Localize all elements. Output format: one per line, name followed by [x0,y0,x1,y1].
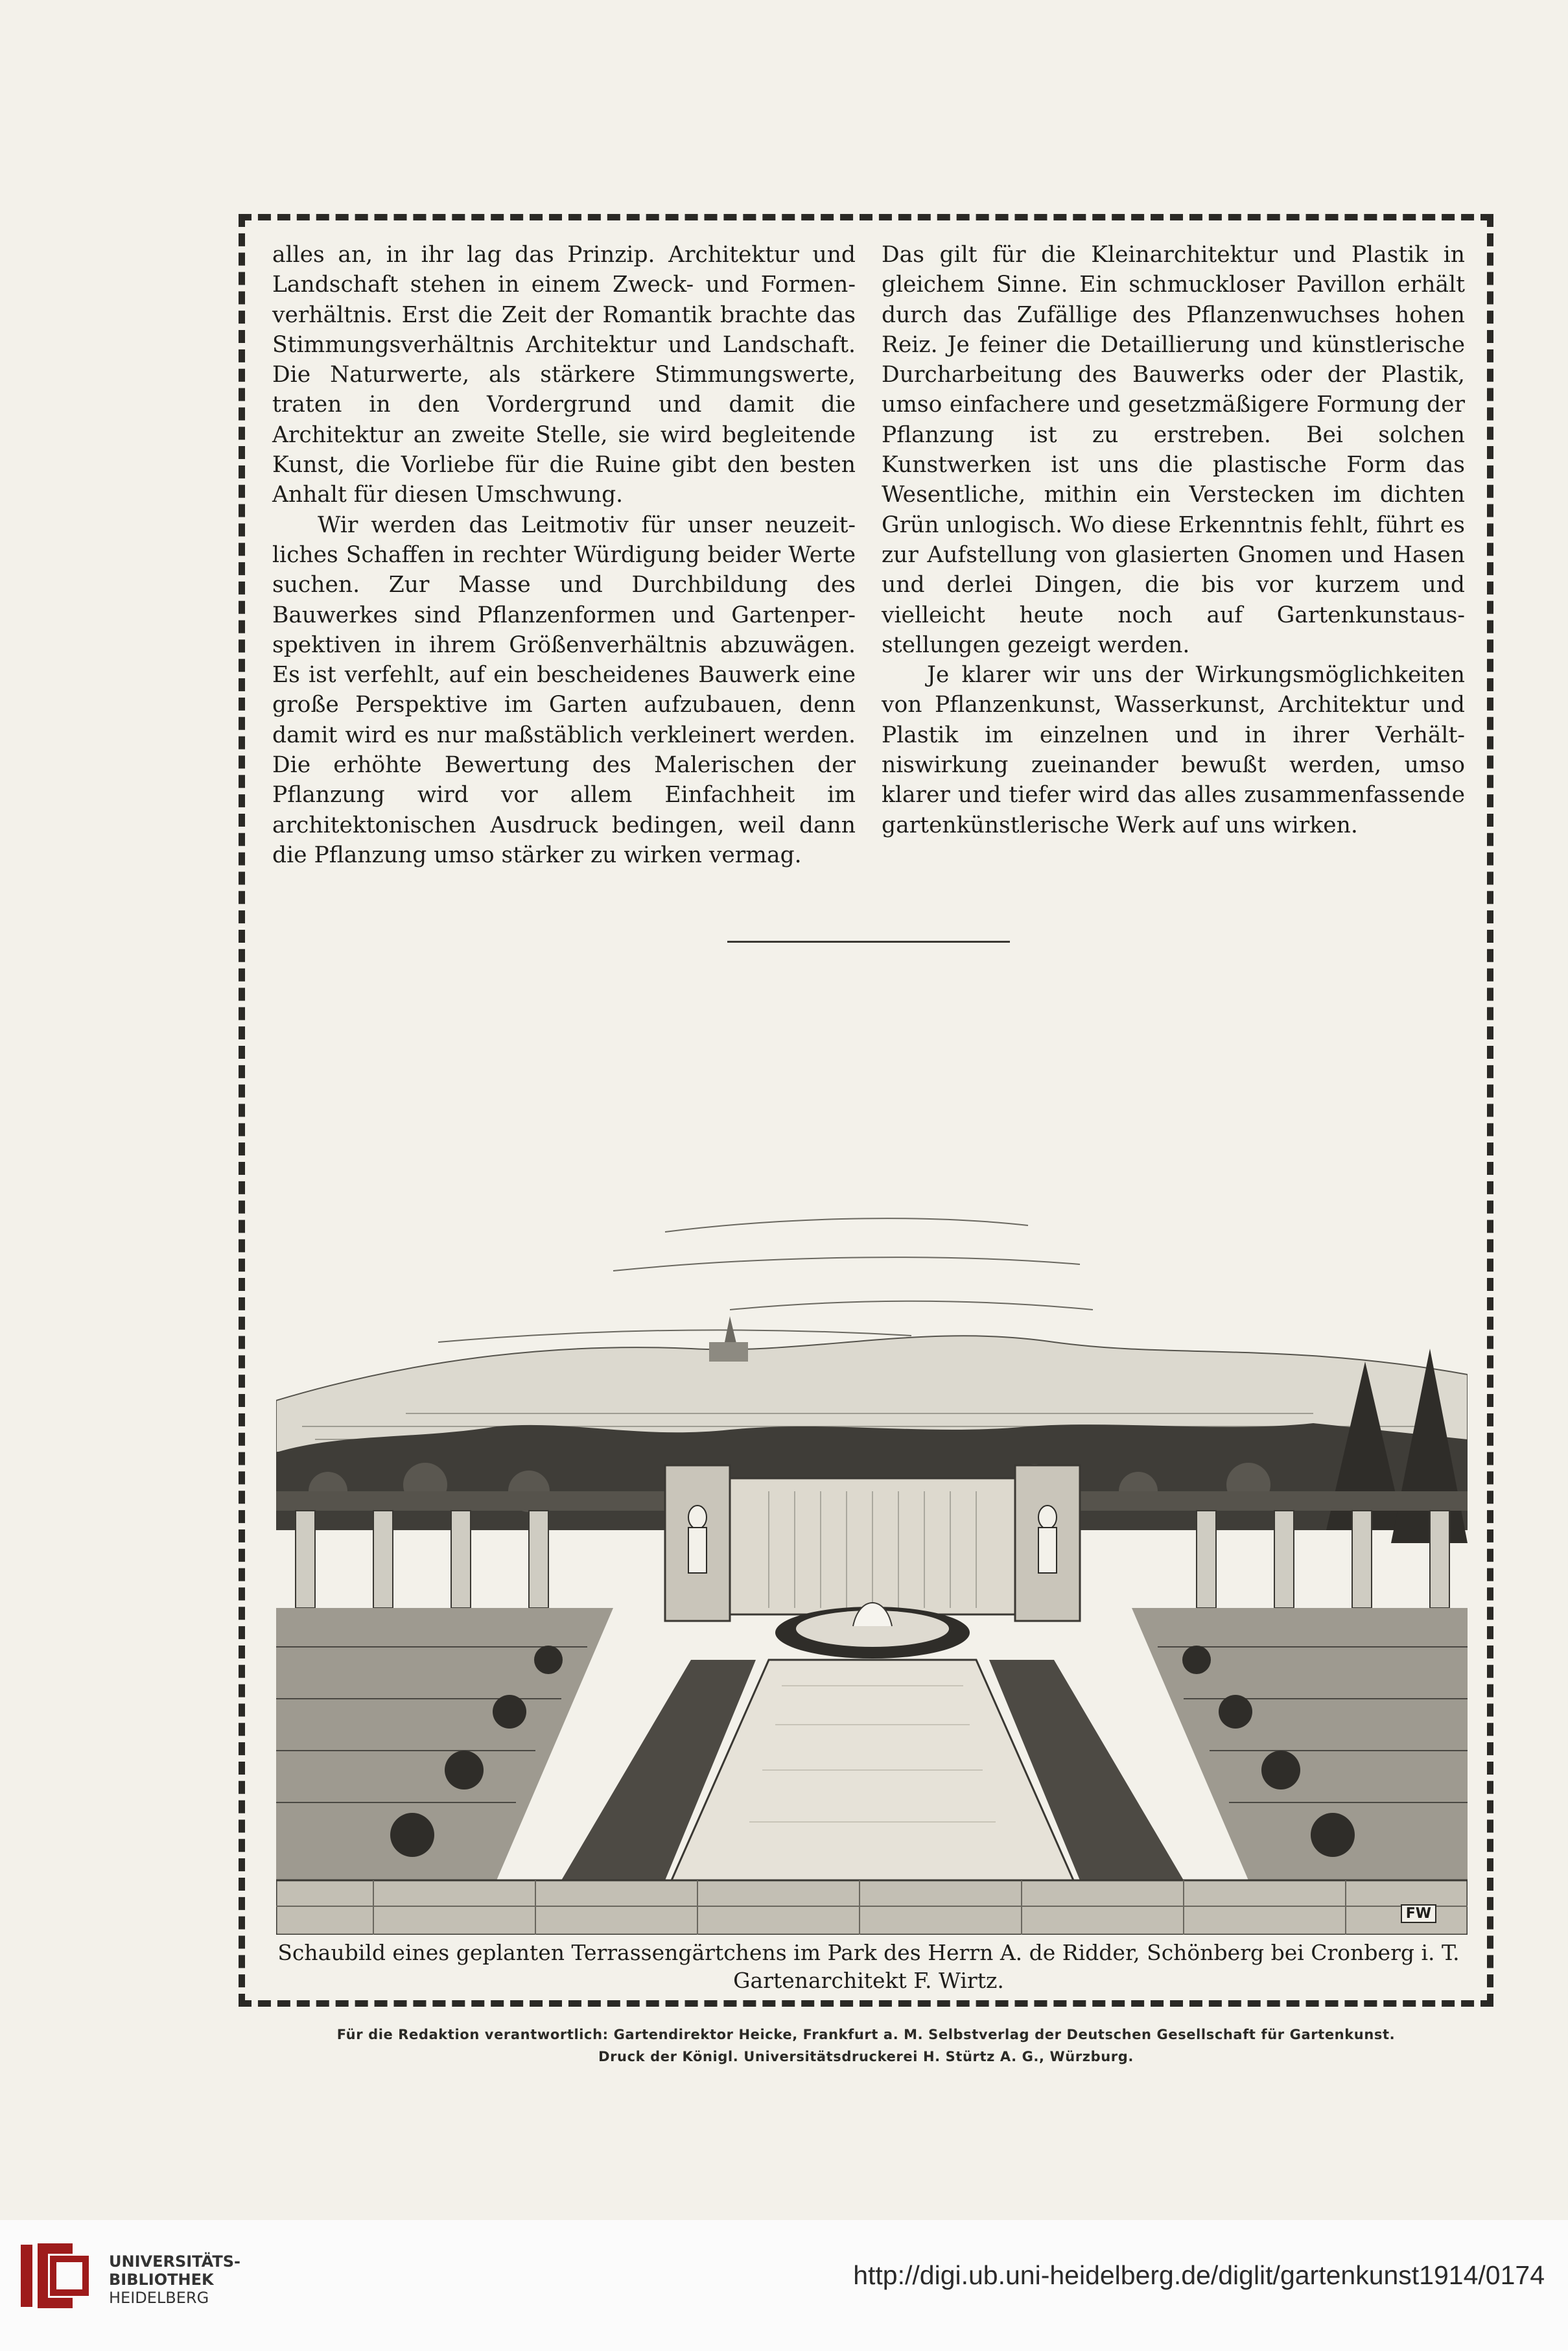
article-body [272,240,1465,868]
section-divider [727,941,1010,943]
library-name [109,2252,240,2307]
library-name-line1: UNIVERSITÄTS- [109,2252,241,2271]
paragraph: Wir werden das Leitmotiv für unser neuzeitliches Schaffen in rechter Würdigung beider Werte suchen. Zur Masse und Durchbildung des Bauwerkes sind Pflanzenformen und Gartenperspektiven in ihrem Größenverhältnis abzuwägen. Es ist verfehlt, auf ein bescheidenes Bauwerk eine große Perspektive im Garten aufzubauen, denn damit wird es nur maßstäblich verkleinert werden. Die erhöhte Bewertung des Malerischen der Pflanzung wird vor allem Einfachheit im architektonischen Ausdruck bedingen, weil dann die Pflanzung umso stärker zu wirken vermag. [272,512,856,868]
left-column [272,240,856,868]
caption-architect: Gartenarchitekt F. Wirtz. [733,1968,1004,1993]
library-logo-icon [18,2237,96,2315]
library-name-line3: HEIDELBERG [109,2289,209,2307]
imprint-editor: Für die Redaktion verantwortlich: Gartendirektor Heicke, Frankfurt a. M. Selbstverlag der Deutschen Gesellschaft für Gartenkunst. [336,2027,1396,2042]
terrace-garden-illustration [276,1037,1468,1935]
caption-title: Schaubild eines geplanten Terrassengärtchens im Park des Herrn A. de Ridder, Schönberg bei Cronberg i. T. [277,1940,1460,1965]
document-url[interactable]: http://digi.ub.uni-heidelberg.de/diglit/gartenkunst1914/0174 [853,2260,1545,2290]
paragraph: Je klarer wir uns der Wirkungsmöglichkeiten von Pflanzenkunst, Wasserkunst, Architektur und Plastik im einzelnen und in ihrer Verhältniswirkung zueinander bewußt werden, umso klarer und tiefer wird das alles zusammenfassende gartenkünstlerische Werk auf uns wirken. [882,662,1465,838]
paragraph: Das gilt für die Kleinarchitektur und Plastik in gleichem Sinne. Ein schmuckloser Pavillon erhält durch das Zufällige des Pflanzenwuchses hohen Reiz. Je feiner die Detaillierung und künstlerische Durcharbeitung des Bauwerks oder der Plastik, umso einfachere und gesetzmäßigere Formung der Pflanzung ist zu erstreben. Bei solchen Kunstwerken ist uns die plastische Form das Wesentliche, mithin ein Verstecken im dichten Grün unlogisch. Wo diese Erkenntnis fehlt, führt es zur Aufstellung von glasierten Gnomen und Hasen und derlei Dingen, die bis vor kurzem und vielleicht heute noch auf Gartenkunstausstellungen gezeigt werden. [882,242,1465,658]
figure-caption [272,1939,1465,1994]
imprint [239,2024,1493,2068]
library-name-line2: BIBLIOTHEK [109,2271,214,2289]
artist-signature: FW [1401,1904,1436,1923]
garden-drawing [276,1037,1468,1935]
paragraph: alles an, in ihr lag das Prinzip. Architektur und Landschaft stehen in einem Zweck- und Formenverhältnis. Erst die Zeit der Romantik brachte das Stimmungsverhältnis Architektur und Landschaft. Die Naturwerte, als stärkere Stimmungswerte, traten in den Vordergrund und damit die Architektur an zweite Stelle, sie wird begleitende Kunst, die Vorliebe für die Ruine gibt den besten Anhalt für diesen Umschwung. [272,242,856,508]
imprint-printer: Druck der Königl. Universitätsdruckerei H. Stürtz A. G., Würzburg. [598,2049,1134,2064]
right-column [882,240,1465,862]
